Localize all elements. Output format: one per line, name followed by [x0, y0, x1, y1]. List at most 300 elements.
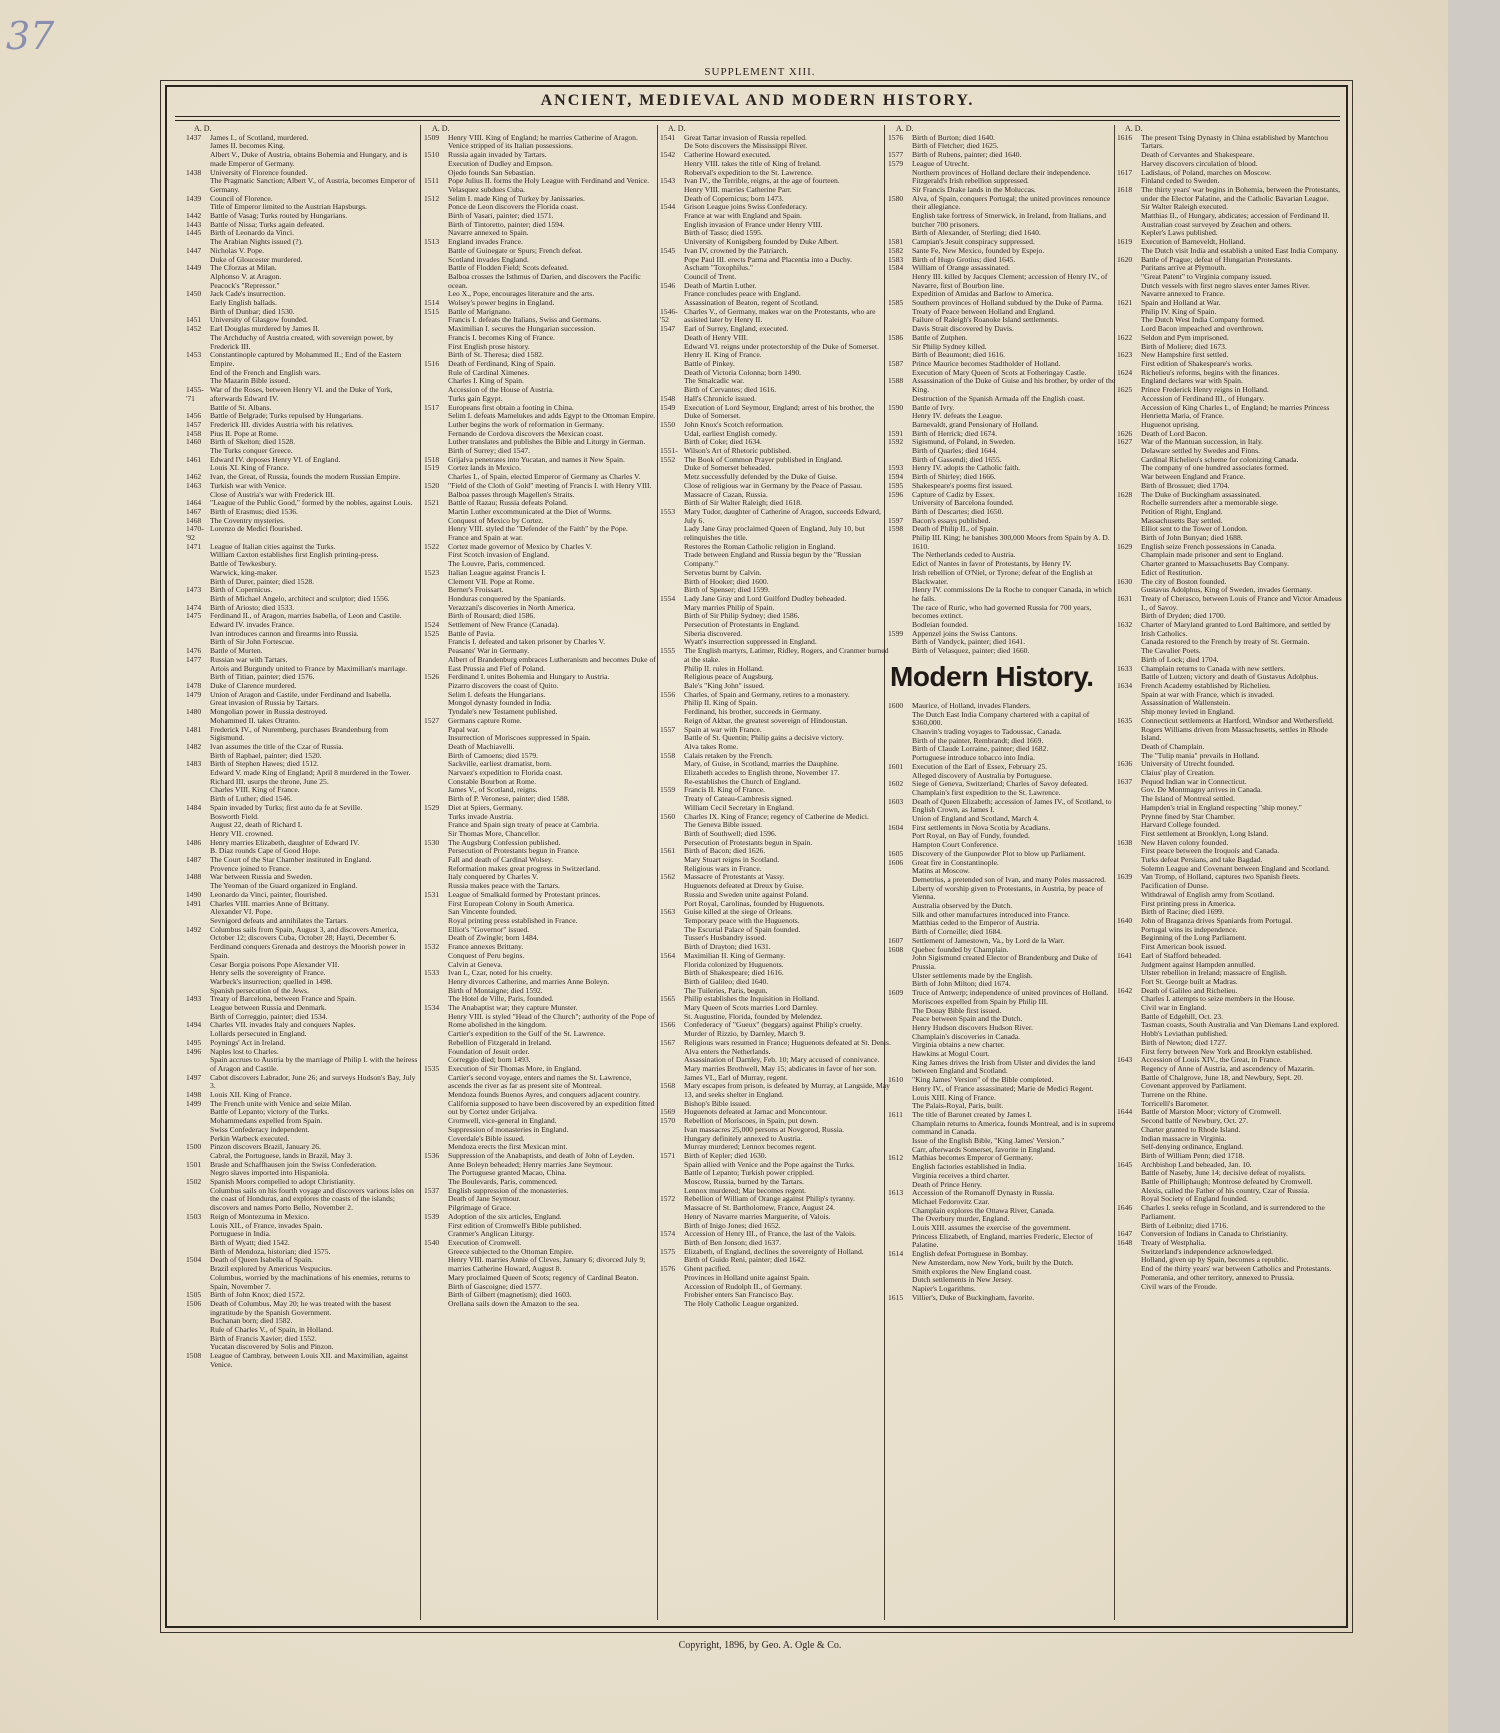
- entry-year: [1117, 551, 1141, 560]
- entry-year: 1594: [888, 472, 904, 482]
- entry-text: Moscow, Russia, burned by the Tartars.: [684, 1177, 804, 1187]
- entry-text: Germans capture Rome.: [448, 715, 522, 725]
- entry-year: [424, 1074, 448, 1091]
- entry-year: [186, 769, 210, 778]
- entry-text: Huguenots defeated at Dreux by Guise.: [684, 881, 804, 891]
- entry-year: 1491: [186, 898, 202, 908]
- entry-year: [888, 1163, 912, 1172]
- entry-text: Death of Copernicus; born 1473.: [684, 193, 784, 203]
- entry-year: [424, 987, 448, 996]
- entry-year: [424, 316, 448, 325]
- entry-year: [888, 308, 912, 317]
- entry-year: 1605: [888, 848, 904, 858]
- entry-text: Massachusetts Bay settled.: [1141, 515, 1223, 525]
- entry-text: Selim I. made King of Turkey by Janissaries.: [448, 193, 585, 203]
- entry-text: Lorenzo de Medici flourished.: [210, 524, 303, 534]
- history-entry: [1117, 1204, 1345, 1221]
- history-entry: [660, 1082, 892, 1099]
- entry-year: [1117, 1004, 1141, 1013]
- entry-text: Pius II. Pope at Rome.: [210, 428, 279, 438]
- entry-year: [888, 1041, 912, 1050]
- entry-year: [1117, 1178, 1141, 1187]
- entry-year: [1117, 969, 1141, 978]
- entry-text: Perkin Warbeck executed.: [210, 1133, 290, 1143]
- entry-text: France concludes peace with England.: [684, 289, 801, 299]
- entry-text: Princess Elizabeth, of England, marries Frederic, Elector of Palatine.: [912, 1231, 1093, 1250]
- entry-text: Charles VIII. marries Anne of Brittany.: [210, 898, 329, 908]
- ad-column-header: A. D.: [668, 125, 686, 133]
- entry-text: Navarre annexed to France.: [1141, 289, 1225, 299]
- entry-text: Massacre of Cazan, Russia.: [684, 489, 768, 499]
- entry-text: Death of Prince Henry.: [912, 1179, 982, 1189]
- entry-year: [660, 926, 684, 935]
- entry-text: Birth of Racine; died 1699.: [1141, 907, 1224, 917]
- entry-text: Portuguese in India.: [210, 1229, 271, 1239]
- entry-year: 1456: [186, 411, 202, 421]
- entry-year: 1565: [660, 994, 676, 1004]
- entry-text: Servetus burnt by Calvin.: [684, 567, 762, 577]
- entry-text: Calais retaken by the French.: [684, 750, 773, 760]
- entry-year: [888, 560, 912, 569]
- entry-year: [424, 778, 448, 787]
- entry-year: [660, 1161, 684, 1170]
- entry-text: The Arabian Nights issued (?).: [210, 237, 304, 247]
- entry-text: Carr, afterwards Somerset, favorite in England.: [912, 1144, 1056, 1154]
- entry-text: Issue of the English Bible, "King James' Version.": [912, 1136, 1065, 1146]
- entry-text: Mohammedans expelled from Spain.: [210, 1116, 323, 1126]
- modern-history-heading: Modern History.: [890, 660, 1094, 692]
- entry-year: 1530: [424, 837, 440, 847]
- entry-year: 1483: [186, 759, 202, 769]
- entry-year: 1550: [660, 419, 676, 429]
- entry-text: Frederick III. divides Austria with his relatives.: [210, 419, 354, 429]
- history-entry: [186, 525, 418, 542]
- entry-year: 1536: [424, 1150, 440, 1160]
- entry-text: The Book of Common Prayer published in England.: [684, 454, 843, 464]
- entry-text: Italian League against Francis I.: [448, 567, 546, 577]
- history-entry: [888, 647, 1118, 656]
- entry-text: Death of Queen Elizabeth; accession of James IV., of Scotland, to English Crown, as James I.: [912, 796, 1112, 815]
- entry-year: 1575: [660, 1246, 676, 1256]
- entry-text: Tyndale's new Testament published.: [448, 707, 558, 717]
- entry-year: [1117, 525, 1141, 534]
- entry-year: [424, 952, 448, 961]
- entry-year: 1574: [660, 1229, 676, 1239]
- entry-text: Negro slaves imported into Hispaniola.: [210, 1168, 330, 1178]
- entry-text: Michael Fedorovitz Czar.: [912, 1196, 990, 1206]
- entry-year: 1462: [186, 472, 202, 482]
- entry-text: Maximilian II. King of Germany.: [684, 950, 786, 960]
- entry-text: First edition of Shakespeare's works.: [1141, 358, 1253, 368]
- entry-text: Lord Bacon impeached and overthrown.: [1141, 324, 1264, 334]
- entry-text: Mary escapes from prison, is defeated by Murray, at Langside, May 13, and seeks shelter in England.: [684, 1081, 890, 1100]
- entry-year: 1621: [1117, 298, 1133, 308]
- entry-year: [888, 1172, 912, 1181]
- history-entry: [888, 1233, 1118, 1250]
- entry-text: Cortez lands in Mexico.: [448, 463, 521, 473]
- entry-text: Death of Jane Seymour.: [448, 1194, 521, 1204]
- entry-text: The city of Boston founded.: [1141, 576, 1227, 586]
- entry-text: "King James' Version" of the Bible completed.: [912, 1075, 1054, 1085]
- entry-year: [1117, 282, 1141, 291]
- entry-text: Nicholas V. Pope.: [210, 245, 265, 255]
- entry-year: [424, 525, 448, 534]
- entry-text: Richard III. usurps the throne, June 25.: [210, 776, 329, 786]
- entry-text: Accession of Rudolph II., of Germany.: [684, 1281, 803, 1291]
- entry-text: League between Russia and Denmark.: [210, 1003, 327, 1013]
- entry-year: [660, 1178, 684, 1187]
- entry-year: [424, 760, 448, 769]
- entry-year: [186, 299, 210, 308]
- entry-text: Suppression of the Anabaptists, and death of John of Leyden.: [448, 1150, 635, 1160]
- entry-text: Elizabeth accedes to English throne, November 17.: [684, 768, 840, 778]
- entry-year: 1540: [424, 1238, 440, 1247]
- entry-text: Birth of Inigo Jones; died 1652.: [684, 1220, 781, 1230]
- entry-year: 1599: [888, 628, 904, 638]
- entry-year: [660, 856, 684, 865]
- entry-year: [660, 351, 684, 360]
- entry-text: Matthias II., of Hungary, abdicates; accession of Ferdinand II.: [1141, 211, 1330, 221]
- entry-text: Columbus, worried by the machinations of his enemies, returns to Spain, November 7.: [210, 1272, 411, 1291]
- entry-text: King James drives the Irish from Ulster and divides the land between England and Scotland.: [912, 1057, 1096, 1076]
- entry-year: [888, 316, 912, 325]
- history-entry: [660, 551, 892, 568]
- history-entry: [186, 943, 418, 960]
- entry-text: Birth of Velasquez, painter; died 1660.: [912, 646, 1030, 656]
- entry-text: Champlain explores the Ottawa River, Canada.: [912, 1205, 1055, 1215]
- entry-text: Spain accrues to Austria by the marriage of Philip I. with the heiress of Aragon and Castile.: [210, 1055, 418, 1073]
- entry-text: Turks gain Egypt.: [448, 393, 503, 403]
- entry-text: Bacon's essays published.: [912, 515, 991, 525]
- entry-year: 1486: [186, 837, 202, 847]
- entry-text: Hobb's Leviathan published.: [1141, 1029, 1228, 1039]
- entry-year: 1623: [1117, 350, 1133, 360]
- entry-year: 1508: [186, 1351, 202, 1361]
- entry-text: Rochelle surrenders after a memorable siege.: [1141, 498, 1279, 508]
- entry-year: [660, 1169, 684, 1178]
- entry-text: France annexes Brittany.: [448, 942, 524, 952]
- entry-text: Coverdale's Bible issued.: [448, 1133, 525, 1143]
- history-entry: [186, 1187, 418, 1213]
- entry-text: "Field of the Cloth of Gold" meeting of Francis I. with Henry VIII.: [448, 480, 652, 490]
- entry-text: Poynings' Act in Ireland.: [210, 1037, 286, 1047]
- entry-year: [186, 1265, 210, 1274]
- entry-year: [888, 1198, 912, 1207]
- entry-year: 1535: [424, 1063, 440, 1073]
- entry-year: [424, 1274, 448, 1283]
- entry-text: Philip IV. King of Spain.: [1141, 306, 1217, 316]
- entry-year: 1583: [888, 254, 904, 264]
- entry-text: Pinzon discovers Brazil, January 26.: [210, 1142, 321, 1152]
- entry-text: The Coventry mysteries.: [210, 515, 285, 525]
- entry-text: Ivan massacres 25,000 persons at Novgorod, Russia.: [684, 1124, 845, 1134]
- entry-year: [424, 847, 448, 856]
- supplement-label: SUPPLEMENT XIII.: [704, 66, 816, 78]
- entry-year: [888, 169, 912, 178]
- entry-year: [660, 464, 684, 473]
- entry-year: [660, 1048, 684, 1057]
- entry-text: The Pragmatic Sanction; Albert V., of Austria, becomes Emperor of Germany.: [210, 176, 416, 194]
- entry-year: 1510: [424, 150, 440, 160]
- entry-text: Hampton Court Conference.: [912, 840, 999, 850]
- entry-year: 1455-'71: [186, 385, 204, 403]
- entry-text: Anne Boleyn beheaded; Henry marries Jane Seymour.: [448, 1159, 613, 1169]
- entry-text: Charles VIII. King of France.: [210, 785, 300, 795]
- history-entry: [1117, 726, 1345, 743]
- entry-year: [660, 969, 684, 978]
- copyright-notice: Copyright, 1896, by Geo. A. Ogle & Co.: [678, 1640, 842, 1651]
- entry-text: Hawkins at Mogul Court.: [912, 1049, 990, 1059]
- entry-year: 1473: [186, 585, 202, 595]
- entry-text: Alleged discovery of Australia by Portuguese.: [912, 770, 1053, 780]
- entry-text: Execution of Lord Seymour, England; arrest of his brother, the Duke of Somerset.: [684, 402, 875, 421]
- entry-year: 1517: [424, 402, 440, 412]
- entry-year: 1474: [186, 602, 202, 612]
- entry-year: [424, 978, 448, 987]
- entry-year: [1117, 1091, 1141, 1100]
- entry-year: 1627: [1117, 437, 1133, 447]
- entry-text: The Escurial Palace of Spain founded.: [684, 924, 801, 934]
- entry-text: Champlain returns to America, founds Montreal, and is in supreme command in Canada.: [912, 1118, 1116, 1137]
- entry-text: St. Augustine, Florida, founded by Melendez.: [684, 1011, 823, 1021]
- entry-text: The Hotel de Ville, Paris, founded.: [448, 994, 554, 1004]
- entry-text: Demetrius, a pretended son of Ivan, and many Poles massacred.: [912, 874, 1107, 884]
- entry-text: Francis I. defeats the Italians, Swiss and Germans.: [448, 315, 602, 325]
- entry-text: Prince Frederick Henry reigns in Holland.: [1141, 385, 1269, 395]
- entry-year: [186, 1239, 210, 1248]
- entry-text: Martin Luther excommunicated at the Diet of Worms.: [448, 506, 612, 516]
- entry-year: 1604: [888, 822, 904, 832]
- entry-year: [424, 647, 448, 656]
- entry-year: 1602: [888, 779, 904, 789]
- entry-year: [424, 1039, 448, 1048]
- entry-text: Trade between England and Russia begun by the "Russian Company.": [684, 550, 862, 569]
- entry-year: [424, 604, 448, 613]
- entry-year: [888, 1137, 912, 1146]
- entry-year: [424, 1256, 448, 1273]
- entry-year: [660, 473, 684, 482]
- entry-text: Berner's Froissart.: [448, 585, 504, 595]
- entry-text: Discovery of the Gunpowder Plot to blow up Parliament.: [912, 848, 1086, 858]
- history-entry: [888, 534, 1118, 551]
- entry-text: John Knox's Scotch reformation.: [684, 419, 784, 429]
- entry-text: The Douay Bible first issued.: [912, 1005, 1002, 1015]
- entry-year: 1476: [186, 646, 202, 656]
- entry-year: 1501: [186, 1159, 202, 1169]
- entry-text: Napier's Logarithms.: [912, 1284, 976, 1293]
- entry-year: 1494: [186, 1020, 202, 1030]
- entry-year: [424, 578, 448, 587]
- entry-text: Death of Queen Isabella of Spain.: [210, 1255, 313, 1265]
- entry-year: [888, 998, 912, 1007]
- entry-year: [1117, 961, 1141, 970]
- entry-year: [1117, 926, 1141, 935]
- entry-year: [660, 569, 684, 578]
- entry-year: [660, 630, 684, 639]
- entry-year: [186, 1126, 210, 1135]
- entry-year: [888, 177, 912, 186]
- entry-text: Torricelli's Barometer.: [1141, 1098, 1209, 1108]
- entry-year: [660, 1065, 684, 1074]
- entry-year: [888, 212, 912, 229]
- entry-text: Brasle and Schaffhausen join the Swiss Confederation.: [210, 1159, 377, 1169]
- entry-year: 1515: [424, 306, 440, 316]
- entry-year: [424, 769, 448, 778]
- entry-year: [1117, 464, 1141, 473]
- entry-year: 1497: [186, 1072, 202, 1082]
- entry-year: [888, 728, 912, 737]
- entry-year: [660, 1213, 684, 1222]
- entry-text: William of Orange assassinated.: [912, 263, 1010, 273]
- entry-year: 1527: [424, 715, 440, 725]
- entry-text: The race of Ruric, who had governed Russia for 700 years, becomes extinct.: [912, 602, 1092, 621]
- entry-text: Hall's Chronicle issued.: [684, 393, 757, 403]
- entry-year: [888, 745, 912, 754]
- entry-year: 1613: [888, 1188, 904, 1198]
- entry-text: The Overbury murder, England.: [912, 1214, 1010, 1224]
- entry-text: Birth of Francis Xavier; died 1552.: [210, 1333, 317, 1343]
- entry-year: [424, 1222, 448, 1231]
- entry-text: First ferry between New York and Brooklyn established.: [1141, 1046, 1313, 1056]
- entry-text: Persecution of Protestants begun in Spain.: [684, 837, 813, 847]
- entry-text: Elizabeth, of England, declines the sovereignty of Holland.: [684, 1246, 864, 1256]
- entry-year: 1524: [424, 620, 440, 630]
- entry-year: [660, 369, 684, 378]
- entry-year: [1117, 786, 1141, 795]
- entry-text: Settlement of New France (Canada).: [448, 620, 560, 630]
- entry-year: [1117, 1248, 1141, 1257]
- entry-text: Moriscoes expelled from Spain by Philip III.: [912, 996, 1049, 1006]
- entry-year: 1546: [660, 280, 676, 290]
- entry-text: Delaware settled by Swedes and Finns.: [1141, 446, 1260, 456]
- entry-text: League of Cambray, between Louis XII. and Maximilian, against Venice.: [210, 1351, 408, 1369]
- entry-text: Charter granted to Massachusetts Bay Company.: [1141, 559, 1289, 569]
- history-entry: [888, 195, 1118, 212]
- entry-year: 1554: [660, 593, 676, 603]
- entry-text: Pacification of Dunse.: [1141, 881, 1209, 891]
- entry-text: Ivan introduces cannon and firearms into Russia.: [210, 628, 359, 638]
- entry-text: Warbeck's insurrection; quelled in 1498.: [210, 976, 333, 986]
- entry-year: [660, 343, 684, 352]
- entry-year: 1457: [186, 419, 202, 429]
- entry-text: The Duke of Buckingham assassinated.: [1141, 489, 1261, 499]
- entry-year: 1558: [660, 750, 676, 760]
- entry-text: Elliot sent to the Tower of London.: [1141, 524, 1248, 534]
- entry-text: Henry VIII. marries Annie of Cleves, January 6; divorced July 9; marries Catherine Howard, August 8.: [448, 1255, 646, 1274]
- entry-text: Battle of Edgehill, Oct. 23.: [1141, 1011, 1224, 1021]
- entry-year: [660, 795, 684, 804]
- entry-year: [1117, 404, 1141, 421]
- history-entry: [888, 212, 1118, 229]
- entry-text: Birth of Erasmus; died 1536.: [210, 506, 298, 516]
- entry-year: [1117, 1126, 1141, 1135]
- entry-text: Alva, of Spain, conquers Portugal; the united provinces renounce their allegiance.: [912, 193, 1111, 212]
- entry-text: Henry IV., of France assassinated; Marie de Medici Regent.: [912, 1083, 1094, 1093]
- entry-year: 1439: [186, 193, 202, 203]
- entry-text: Capture of Cadiz by Essex.: [912, 489, 995, 499]
- history-entry: [888, 885, 1118, 902]
- entry-year: 1561: [660, 846, 676, 856]
- entry-text: Prince Maurice becomes Stadtholder of Holland.: [912, 358, 1061, 368]
- entry-year: [424, 1013, 448, 1030]
- entry-year: 1557: [660, 724, 676, 734]
- entry-year: 1453: [186, 350, 202, 360]
- entry-year: 1553: [660, 506, 676, 516]
- entry-text: San Vincente founded.: [448, 907, 517, 917]
- entry-text: Birth of Correggio, painter; died 1534.: [210, 1011, 328, 1021]
- entry-text: Elliot's "Governor" issued.: [448, 924, 530, 934]
- entry-year: 1484: [186, 802, 202, 812]
- entry-year: 1567: [660, 1037, 676, 1047]
- entry-text: Birth of Vasari, painter; died 1571.: [448, 211, 554, 221]
- entry-year: 1606: [888, 857, 904, 867]
- entry-year: [1117, 560, 1141, 569]
- entry-year: [186, 273, 210, 282]
- entry-year: 1591: [888, 428, 904, 438]
- entry-year: [186, 1317, 210, 1326]
- entry-text: Conquest of Peru begins.: [448, 950, 525, 960]
- entry-year: [660, 1291, 684, 1300]
- entry-year: [888, 1215, 912, 1224]
- entry-text: English invasion of France under Henry VIII.: [684, 219, 823, 229]
- entry-text: Battle of Pinkey.: [684, 358, 735, 368]
- entry-text: France and Spain sign treaty of peace at Cambria.: [448, 820, 600, 830]
- entry-text: Venice stripped of its Italian possessions.: [448, 141, 573, 151]
- entry-year: [424, 1161, 448, 1170]
- entry-text: Temporary peace with the Huguenots.: [684, 915, 800, 925]
- entry-year: [888, 1276, 912, 1285]
- entry-text: Turkish war with Venice.: [210, 480, 287, 490]
- entry-text: First printing press in America.: [1141, 898, 1236, 908]
- entry-year: [186, 821, 210, 830]
- entry-year: [424, 926, 448, 935]
- entry-year: [660, 360, 684, 369]
- entry-text: Swiss Confederacy independent.: [210, 1124, 310, 1134]
- entry-text: Hampden's trial in England respecting "ship money.": [1141, 802, 1302, 812]
- entry-text: Birth of Surrey; died 1547.: [448, 446, 531, 456]
- entry-text: Battle of Flodden Field; Scots defeated.: [448, 263, 569, 273]
- entry-text: Birth of Galileo; died 1640.: [684, 976, 769, 986]
- entry-year: [1117, 273, 1141, 282]
- entry-text: War between Russia and Sweden.: [210, 872, 313, 882]
- entry-text: New Amsterdam, now New York, built by the Dutch.: [912, 1257, 1074, 1267]
- entry-year: 1461: [186, 454, 202, 464]
- entry-year: 1624: [1117, 367, 1133, 377]
- entry-year: [888, 273, 912, 290]
- entry-text: Russian war with Tartars.: [210, 654, 288, 664]
- entry-year: [424, 638, 448, 647]
- entry-text: Reign of Montezuma in Mexico.: [210, 1211, 310, 1221]
- entry-year: [1117, 1265, 1141, 1274]
- entry-text: Henry VIII. styled the "Defender of the Faith" by the Pope.: [448, 524, 628, 534]
- entry-text: Warwick, king-maker.: [210, 567, 278, 577]
- entry-text: First edition of Cromwell's Bible published.: [448, 1220, 582, 1230]
- entry-text: Close of Austria's war with Frederick III.: [210, 489, 335, 499]
- history-entry: [186, 351, 418, 368]
- entry-text: Battle of Marignano.: [448, 306, 512, 316]
- entry-text: First Scotch invasion of England.: [448, 550, 550, 560]
- entry-text: The Holy Catholic League organized.: [684, 1298, 799, 1308]
- entry-text: De Soto discovers the Mississippi River.: [684, 141, 808, 151]
- entry-text: Ivan IV, crowned by the Patriarch.: [684, 245, 789, 255]
- entry-text: The thirty years' war begins in Bohemia, between the Protestants, under the Elector Palatine, and the Catholic Bavarian League.: [1141, 184, 1340, 203]
- entry-text: Judgment against Hampden annulled.: [1141, 959, 1256, 969]
- entry-year: 1614: [888, 1249, 904, 1259]
- entry-year: [888, 832, 912, 841]
- entry-year: [1117, 638, 1141, 647]
- entry-year: 1629: [1117, 541, 1133, 551]
- entry-text: Selim I. defeats Mamelukes and adds Egypt to the Ottoman Empire.: [448, 411, 656, 421]
